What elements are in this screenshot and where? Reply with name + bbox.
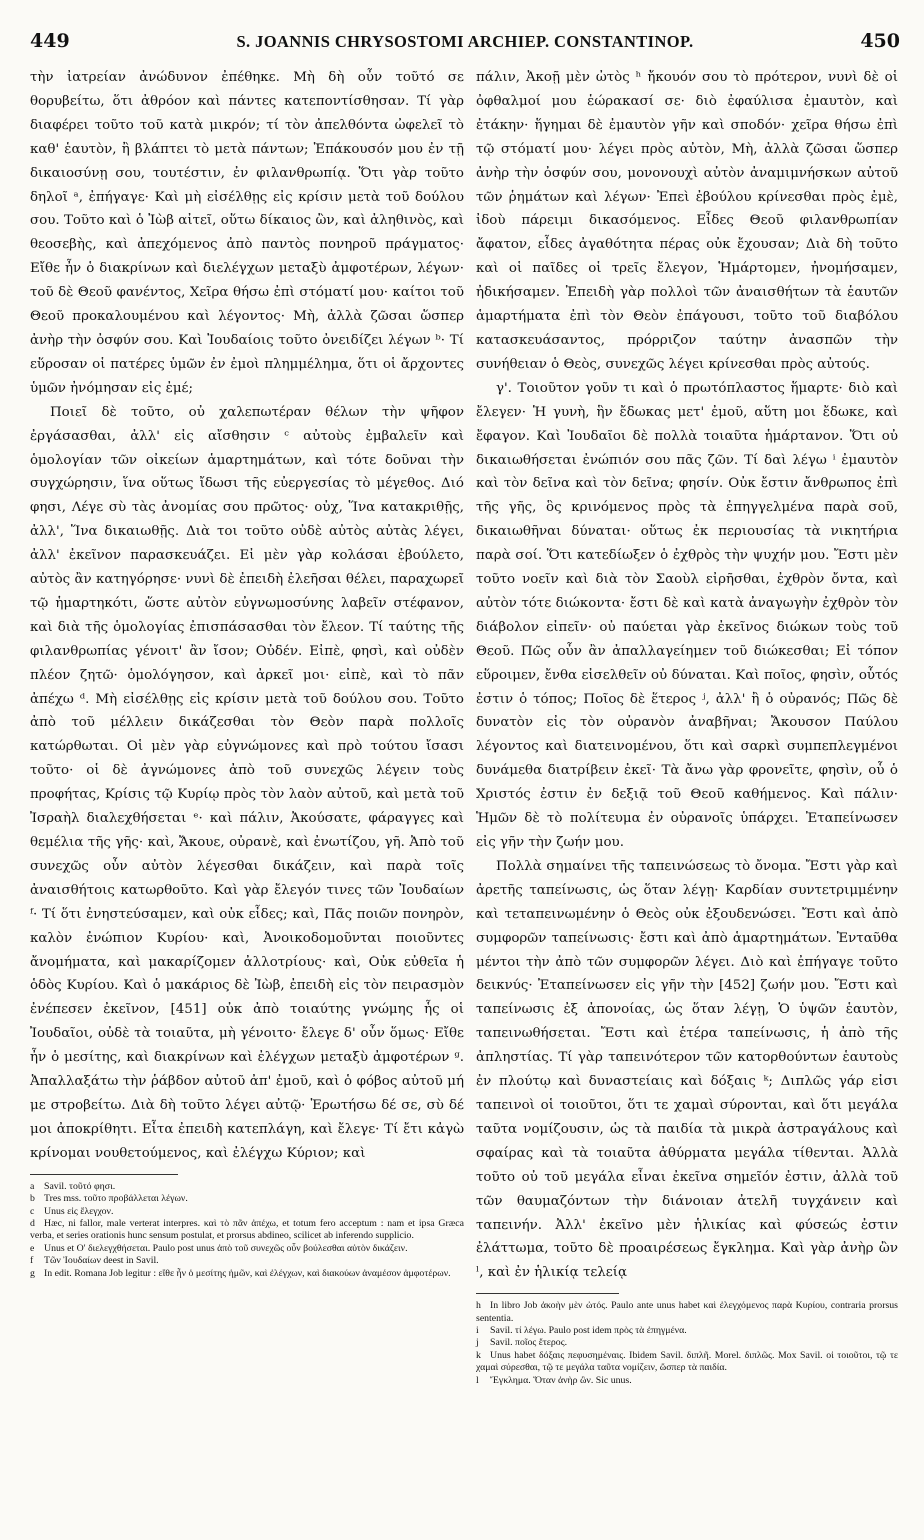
footnote (30, 1218, 464, 1243)
left-column (30, 66, 464, 1280)
footnote-mark: e (30, 1242, 35, 1254)
footnote (30, 1268, 464, 1280)
footnote (476, 1300, 898, 1325)
footnote-text: Ἔγκλημα. Ὅταν ἀνὴρ ὢν. Sic unus. (490, 1374, 632, 1386)
footnote-text: Unus et O' διελεγχθήσεται. Paulo post unus ἀπὸ τοῦ συνεχῶς οὖν βούλεσθαι αὐτὸν δικάζειν. (44, 1242, 408, 1254)
right-column (476, 66, 898, 1387)
footnote-mark: i (476, 1325, 479, 1337)
footnote-mark: h (476, 1300, 481, 1312)
page-number-left: 449 (30, 30, 70, 52)
running-title: S. JOANNIS CHRYSOSTOMI ARCHIEP. CONSTANTINOP. (236, 32, 694, 51)
footnote (30, 1206, 464, 1218)
footnote-text: Hæc, ni fallor, male verterat interpres. καὶ τὸ πᾶν ἀπέχω, et totum fero acceptum : nam et ipsa Græca verba, et series orationis hunc sensum postulat, et prorsus abdineo, scilicet ab inferendo supplicio. (30, 1217, 464, 1242)
paragraph: γ'. Τοιοῦτον γοῦν τι καὶ ὁ πρωτόπλαστος ἥμαρτε· διὸ καὶ ἔλεγεν· Ἡ γυνὴ, ἣν ἔδωκας μετ' ἐμοῦ, αὕτη μοι ἔδωκε, καὶ ἔφαγον. Καὶ Ἰουδαῖοι δὲ πολλὰ τοιαῦτα ἡμάρτανον. Ὅτι οὐ δικαιωθήσεται ἐνώπιόν σου πᾶς ζῶν. Τί δαὶ λέγω ⁱ ἐμαυτὸν καὶ τὸν δεῖνα καὶ τὸν δεῖνα; φησίν. Οὐκ ἔστιν ἄνθρωπος ἐπὶ τῆς γῆς, ὃς κρινόμενος πρὸς τὰ ἐπηγγελμένα παρὰ σοῦ, δικαιωθῆναι δύναται· οὕτως ἐκ περιουσίας τὰ νικητήρια παρὰ σοί. Ὅτι κατεδίωξεν ὁ ἐχθρὸς τὴν ψυχήν μου. Ἔστι μὲν τοῦτο νοεῖν καὶ διὰ τὸν Σαοὺλ εἰρῆσθαι, ἐχθρὸν ὄντα, καὶ αὐτὸν τότε διώκοντα· ἔστι δὲ καὶ κατὰ ἀναγωγὴν ἐχθρὸν τὸν διάβολον εἰπεῖν· οὐ παύεται γὰρ ἐκεῖνος διώκων τοὺς τοῦ Θεοῦ. Πῶς οὖν ἂν ἀπαλλαγείημεν τοῦ διώκεσθαι; Εἰ τόπον εὕροιμεν, ἔνθα εἰσελθεῖν οὐ δύναται. Καὶ ποῖος, φησὶν, οὗτός ἐστιν ὁ τόπος; Ποῖος δὲ ἕτερος ʲ, ἀλλ' ἢ ὁ οὐρανός; Πῶς δὲ δυνατὸν εἰς τὸν οὐρανὸν ἀναβῆναι; Ἄκουσον Παύλου λέγοντος καὶ διατεινομένου, ὅτι καὶ σαρκὶ συμπεπλεγμένοι δυνάμεθα διατρίβειν ἐκεῖ· Τὰ ἄνω γὰρ φρονεῖτε, φησὶν, οὗ ὁ Χριστός ἐστιν ἐν δεξιᾷ τοῦ Θεοῦ καθήμενος. Καὶ πάλιν· Ἡμῶν δὲ τὸ πολίτευμα ἐν οὐρανοῖς ὑπάρχει. Ἐταπείνωσεν εἰς γῆν τὴν ζωήν μου. (476, 380, 898, 850)
footnote-text: Savil. ποῖος ἕτερος. (490, 1337, 568, 1349)
footnote-mark: a (30, 1180, 35, 1192)
paragraph: τὴν ἰατρείαν ἀνώδυνον ἐπέθηκε. Μὴ δὴ οὖν τοῦτό σε θορυβείτω, ὅτι ἀθρόον καὶ πάντες κατεποντίσθησαν. Τί γὰρ διαφέρει τοῦτο τοῦ κατὰ μικρόν; τί τὸν ἀπελθόντα ὠφελεῖ τὸ καθ' ἑαυτὸν, ἢ βλάπτει τὸ μετὰ πάντων; Ἐπάκουσόν μου ἐν τῇ δικαιοσύνῃ σου, τουτέστιν, ἐν φιλανθρωπίᾳ. Ὅτι γὰρ τοῦτο δηλοῖ ᵃ, ἐπήγαγε· Καὶ μὴ εἰσέλθῃς εἰς κρίσιν μετὰ τοῦ δούλου σου. Τοῦτο καὶ ὁ Ἰὼβ αἰτεῖ, οὕτω δίκαιος ὢν, καὶ ἀληθινὸς, καὶ θεοσεβὴς, καὶ ἀπεχόμενος ἀπὸ παντὸς πονηροῦ πράγματος· Εἴθε ἦν ὁ διακρίνων καὶ διελέγχων μεταξὺ ἀμφοτέρων, λέγων· τοῦ δὲ Θεοῦ φανέντος, Χεῖρα θήσω ἐπὶ στόματί μου· καίτοι τοῦ Θεοῦ προκαλουμένου καὶ λέγοντος· Μὴ, ἀλλὰ ζῶσαι ὥσπερ ἀνὴρ τὴν ὀσφύν σου. Καὶ Ἰουδαίοις τοῦτο ὀνειδίζει λέγων ᵇ· Τί εὕροσαν οἱ πατέρες ὑμῶν ἐν ἐμοὶ πλημμέλημα, ὅτι οἱ ἄρχοντες ὑμῶν ἠνόμησαν εἰς ἐμέ; (30, 70, 464, 396)
footnote-mark: b (30, 1193, 35, 1205)
page-header (30, 30, 900, 60)
footnote-text: Savil. τοῦτό φησι. (44, 1180, 116, 1192)
footnote-text: In edit. Romana Job legitur : εἴθε ἦν ὁ μεσίτης ἡμῶν, καὶ ἐλέγχων, καὶ διακούων ἀναμέσον ἀμφοτέρων. (44, 1267, 451, 1279)
footnote-mark: c (30, 1205, 35, 1217)
footnote-text: Unus habet δόξαις πεφυσημέναις. Ibidem Savil. διπλῆ. Morel. διπλῶς. Mox Savil. οἱ τοιοῦτοι, τῷ τε χαμαὶ σύρεσθαι, τῷ τε μεγάλα ταῦτα νομίζειν, ὥσπερ τὰ παιδία. (476, 1349, 898, 1374)
footnote (476, 1375, 898, 1387)
footnote-mark: l (476, 1374, 479, 1386)
footnote (476, 1325, 898, 1337)
page-number-right: 450 (860, 30, 900, 52)
footnote-text: Τῶν Ἰουδαίων deest in Savil. (44, 1255, 159, 1267)
footnotes (476, 1300, 898, 1387)
footnote (30, 1243, 464, 1255)
footnote-mark: k (476, 1349, 481, 1361)
footnote (476, 1337, 898, 1349)
footnote (476, 1350, 898, 1375)
footnote (30, 1181, 464, 1193)
paragraph: Πολλὰ σημαίνει τῆς ταπεινώσεως τὸ ὄνομα. Ἔστι γὰρ καὶ ἀρετῆς ταπείνωσις, ὡς ὅταν λέγῃ· Καρδίαν συντετριμμένην καὶ τεταπεινωμένην ὁ Θεὸς οὐκ ἐξουδενώσει. Ἔστι καὶ ἀπὸ συμφορῶν ταπείνωσις· ἔστι καὶ ἀπὸ ἁμαρτημάτων. Ἐνταῦθα μέντοι τὴν ἀπὸ τῶν συμφορῶν λέγει. Διὸ καὶ ἐπήγαγε τοῦτο δεικνύς· Ἐταπείνωσεν εἰς γῆν τὴν [452] ζωήν μου. Ἔστι καὶ ταπείνωσις ἐξ ἀπονοίας, ὡς ὅταν λέγῃ, Ὁ ὑψῶν ἑαυτὸν, ταπεινωθήσεται. Ἔστι καὶ ἑτέρα ταπείνωσις, ἡ ἀπὸ τῆς ἀπληστίας. Τί γὰρ ταπεινότερον τῶν κατορθούντων ἑαυτοὺς ἐν πλούτῳ καὶ δυναστείαις καὶ δόξαις ᵏ; Διπλῶς γάρ εἰσι ταπεινοὶ οἱ τοιοῦτοι, ὅτι τε χαμαὶ σύρονται, καὶ ὅτι μεγάλα ταῦτα νομίζουσιν, ὡς τὰ παιδία τὰ μικρὰ ἀστραγάλους καὶ σφαίρας καὶ τὰ τοιαῦτα ἀθύρματα μεγάλα τίθενται. Ἀλλὰ τοῦτο οὐ τοῦ μεγάλα εἶναι ἐκεῖνα σημεῖόν ἐστιν, ἀλλὰ τοῦ τῶν θαυμαζόντων τὴν διάνοιαν ἀτελῆ τυγχάνειν καὶ ταπεινήν. Ἀλλ' ἐκεῖνο μὲν ἡλικίας καὶ φύσεώς ἐστιν ἐλάττωμα, τοῦτο δὲ προαιρέσεως ἔγκλημα. Καὶ γὰρ ἀνὴρ ὢν ˡ, καὶ ἐν ἡλικίᾳ τελείᾳ (476, 858, 898, 1281)
footnote-mark: g (30, 1267, 35, 1279)
footnote-text: Unus εἰς ἔλεγχον. (44, 1205, 114, 1217)
footnote (30, 1255, 464, 1267)
footnote-mark: j (476, 1337, 479, 1349)
footnote-text: Savil. τί λέγω. Paulo post idem πρὸς τὰ ἐπηγμένα. (490, 1325, 687, 1337)
footnote-text: In libro Job ἀκοὴν μὲν ὠτός. Paulo ante unus habet καὶ ἐλεγχόμενος παρὰ Κυρίου, contraria prorsus sententia. (476, 1300, 898, 1324)
paragraph: πάλιν, Ἀκοῇ μὲν ὠτὸς ʰ ἤκουόν σου τὸ πρότερον, νυνὶ δὲ οἱ ὀφθαλμοί μου ἑώρακασί σε· διὸ ἐφαύλισα ἐμαυτὸν, καὶ ἐτάκην· ἥγημαι δὲ ἐμαυτὸν γῆν καὶ σποδόν· χεῖρα θήσω ἐπὶ τῷ στόματί μου· λέγει πρὸς αὐτὸν, Μὴ, ἀλλὰ ζῶσαι ὥσπερ ἀνὴρ τὴν ὀσφύν σου, μονονουχὶ αὐτὸν ἀναμιμνήσκων αὐτοῦ τῶν ῥημάτων καὶ λέγων· Ἐπεὶ ἐβούλου κρίνεσθαι πρὸς ἐμὲ, ἰδοὺ πάρειμι δικασόμενος. Εἶδες Θεοῦ φιλανθρωπίαν ἄφατον, εἶδες ἀγαθότητα πέρας οὐκ ἔχουσαν; Διὰ δὴ τοῦτο καὶ οἱ παῖδες οἱ τρεῖς ἔλεγον, Ἡμάρτομεν, ἠνομήσαμεν, ἠδικήσαμεν. Ἐπειδὴ γὰρ πολλοὶ τῶν ἀναισθήτων τὰ ἑαυτῶν ἁμαρτήματα ἐπὶ τὸν Θεὸν ἐπάγουσι, τοῦτο τοῦ διαβόλου κατασκευάσαντος, πρόρριζον ταύτην ἀνασπῶν τὴν συνήθειαν ὁ Θεὸς, συνεχῶς λέγει κρίνεσθαι πρὸς αὐτούς. (476, 70, 898, 372)
paragraph: Ποιεῖ δὲ τοῦτο, οὐ χαλεπωτέραν θέλων τὴν ψῆφον ἐργάσασθαι, ἀλλ' εἰς αἴσθησιν ᶜ αὐτοὺς ἐμβαλεῖν καὶ ὁμολογίαν τῶν οἰκείων ἁμαρτημάτων, καὶ τότε δοῦναι τὴν συγχώρησιν, ἵνα οὕτως ἴδωσι τῆς εὐεργεσίας τὸ μέγεθος. Διό φησι, Λέγε σὺ τὰς ἀνομίας σου πρῶτος· οὐχ, Ἵνα κατακριθῇς, ἀλλ', Ἵνα δικαιωθῇς. Διὰ τοι τοῦτο οὐδὲ αὐτὸς αὐτὰς λέγει, ἀλλ' ἐκεῖνον παρασκευάζει. Εἰ μὲν γὰρ κολάσαι ἐβούλετο, αὐτὸς ἂν κατηγόρησε· νυνὶ δὲ ἐπειδὴ ἐλεῆσαι θέλει, παραχωρεῖ τῷ ἡμαρτηκότι, ὥστε αὐτὸν εὐγνωμοσύνης λαβεῖν στέφανον, καὶ διὰ τῆς ὁμολογίας ἐπισπάσασθαι τὸν ἔλεον. Τί ταύτης τῆς φιλανθρωπίας γένοιτ' ἂν ἴσον; Οὐδέν. Εἰπὲ, φησὶ, καὶ οὐδὲν πλέον ζητῶ· ὁμολόγησον, καὶ ἀρκεῖ μοι· εἰπὲ, καὶ τὸ πᾶν ἀπέχω ᵈ. Μὴ εἰσέλθῃς εἰς κρίσιν μετὰ τοῦ δούλου σου. Τοῦτο ἀπὸ τοῦ μέλλειν δικάζεσθαι τὸν Θεὸν παρὰ πολλοῖς κατώρθωται. Οἱ μὲν γὰρ εὐγνώμονες καὶ πρὸ τούτου ἴσασι τοῦτο· οἱ δὲ ἀγνώμονες ἀπὸ τοῦ συνεχῶς λέγειν τοὺς προφήτας, Κρίσις τῷ Κυρίῳ πρὸς τὸν λαὸν αὐτοῦ, καὶ μετὰ τοῦ Ἰσραὴλ διαλεχθήσεται ᵉ· καὶ πάλιν, Ἀκούσατε, φάραγγες καὶ θεμέλια τῆς γῆς· καὶ, Ἄκουε, οὐρανὲ, καὶ ἐνωτίζου, γῆ. Ἀπὸ τοῦ συνεχῶς οὖν αὐτὸν λέγεσθαι δικάζειν, καὶ παρὰ τοῖς ἀναισθήτοις κατωρθοῦτο. Καὶ γὰρ ἔλεγόν τινες τῶν Ἰουδαίων ᶠ· Τί ὅτι ἐνηστεύσαμεν, καὶ οὐκ εἶδες; καὶ, Πᾶς ποιῶν πονηρὸν, καλὸν ἐνώπιον Κυρίου· καὶ, Ἀνοικοδομοῦνται ποιοῦντες ἄνομήματα, καὶ μακαρίζομεν ἀλλοτρίους· καὶ, Οὐκ εὐθεῖα ἡ ὁδὸς Κυρίου. Καὶ ὁ μακάριος δὲ Ἰὼβ, ἐπειδὴ εἰς τὸν πειρασμὸν ἐνέπεσεν ἐκεῖνον, [451] οὐκ ἀπὸ τοιαύτης γνώμης ἧς οἱ Ἰουδαῖοι, οὐδὲ τὰ τοιαῦτα, μὴ γένοιτο· ἔλεγε δ' οὖν ὅμως· Εἴθε ἦν ὁ μεσίτης, καὶ διακρίνων καὶ ἐλέγχων μεταξὺ ἀμφοτέρων ᵍ. Ἀπαλλαξάτω τὴν ῥάβδον αὐτοῦ ἀπ' ἐμοῦ, καὶ ὁ φόβος αὐτοῦ μή με στροβείτω. Διὰ δὴ τοῦτο λέγει αὐτῷ· Ἐρωτήσω δέ σε, σὺ δέ μοι ἀποκρίθητι. Εἶτα ἐπειδὴ κατεπλάγη, καὶ ἔλεγε· Τί ἔτι κἀγὼ κρίνομαι νουθετούμενος, καὶ ἐλέγχω Κύριον; καὶ (30, 404, 464, 1161)
footnotes (30, 1181, 464, 1280)
footnote-divider (30, 1174, 178, 1175)
footnote-mark: d (30, 1217, 35, 1229)
footnote-text: Tres mss. τοῦτο προβάλλεται λέγων. (44, 1193, 188, 1205)
footnote-mark: f (30, 1255, 34, 1267)
footnote-divider (476, 1293, 619, 1294)
footnote (30, 1193, 464, 1205)
